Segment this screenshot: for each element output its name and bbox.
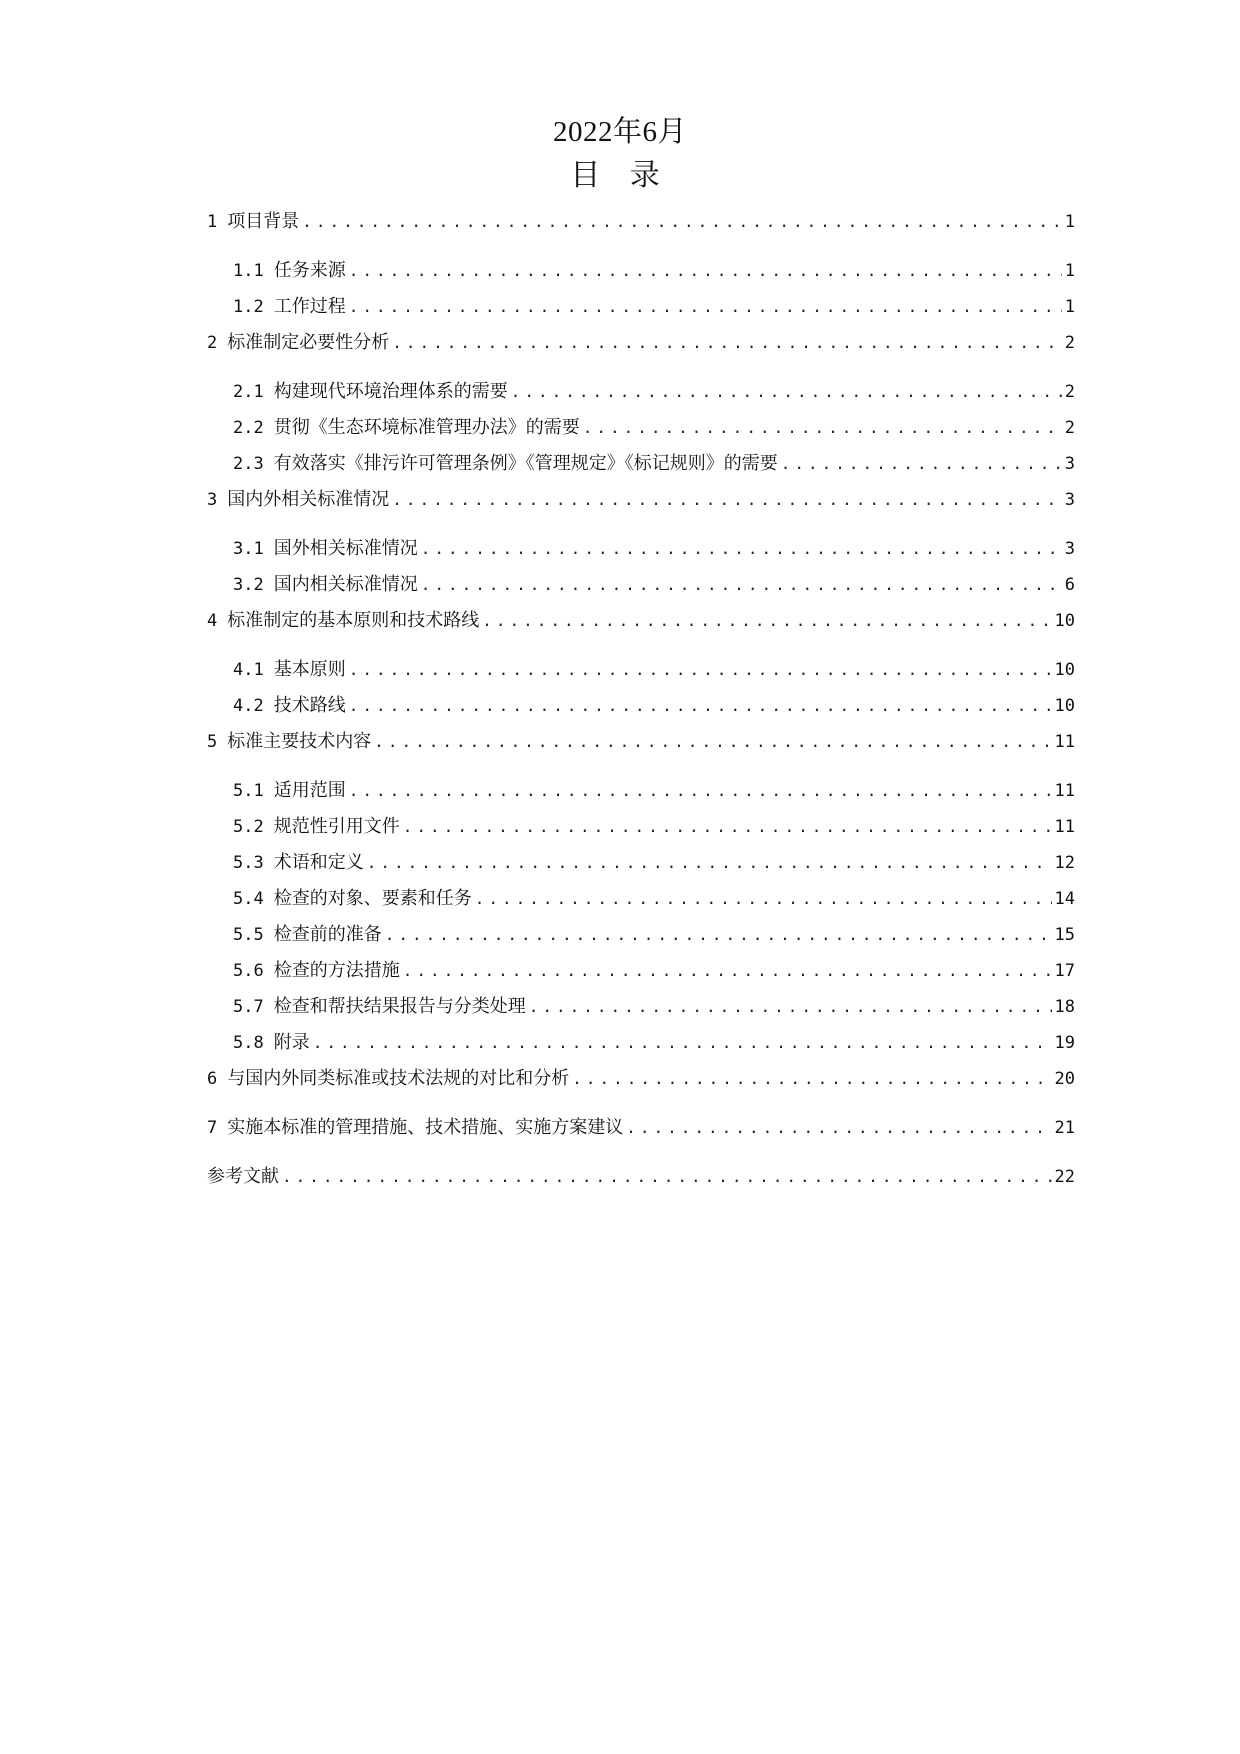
toc-dot-leader	[349, 688, 1052, 724]
toc-dot-leader	[313, 1025, 1052, 1061]
toc-entry-page: 2	[1064, 382, 1075, 402]
toc-entry-page: 2	[1064, 333, 1075, 353]
toc-entry-title: 与国内外同类标准或技术法规的对比和分析	[227, 1068, 570, 1089]
toc-entry-number: 3.2	[233, 575, 264, 595]
toc-entry-title: 标准制定必要性分析	[227, 332, 390, 353]
toc-entry[interactable]	[207, 289, 1075, 325]
toc-dot-leader	[511, 374, 1062, 410]
toc-entry[interactable]	[207, 1159, 1075, 1195]
toc-entry[interactable]	[207, 567, 1075, 603]
toc-entry-page: 1	[1064, 261, 1075, 281]
toc-entry-title: 适用范围	[273, 780, 346, 801]
toc-entry-number: 4.1	[233, 660, 264, 680]
toc-dot-leader	[392, 325, 1062, 361]
toc-dot-leader	[403, 809, 1052, 845]
toc-entry-page: 3	[1064, 490, 1075, 510]
toc-entry-page: 10	[1054, 660, 1075, 680]
toc-entry-title: 附录	[273, 1032, 310, 1053]
toc-entry-page: 10	[1054, 611, 1075, 631]
toc-dot-leader	[385, 917, 1052, 953]
toc-entry-number: 5.5	[233, 925, 264, 945]
toc-entry-title: 实施本标准的管理措施、技术措施、实施方案建议	[227, 1117, 624, 1138]
toc-entry-page: 15	[1054, 925, 1075, 945]
table-of-contents	[207, 204, 1075, 1195]
toc-entry-number: 5.8	[233, 1033, 264, 1053]
toc-dot-leader	[781, 446, 1062, 482]
toc-entry[interactable]	[207, 482, 1075, 518]
toc-entry[interactable]	[207, 253, 1075, 289]
toc-entry-number: 5.1	[233, 781, 264, 801]
toc-entry-title: 检查前的准备	[273, 924, 382, 945]
toc-entry-number: 2.1	[233, 382, 264, 402]
toc-entry-title: 标准主要技术内容	[227, 731, 372, 752]
toc-entry-title: 工作过程	[273, 296, 346, 317]
toc-entry-title: 构建现代环境治理体系的需要	[273, 381, 508, 402]
toc-entry-number: 4	[207, 611, 218, 631]
toc-entry-title: 检查的方法措施	[273, 960, 400, 981]
toc-entry[interactable]	[207, 917, 1075, 953]
toc-dot-leader	[349, 253, 1062, 289]
toc-entry-title: 术语和定义	[273, 852, 364, 873]
toc-entry-title: 贯彻《生态环境标准管理办法》的需要	[273, 417, 580, 438]
toc-entry-number: 5	[207, 732, 218, 752]
toc-entry-number: 6	[207, 1069, 218, 1089]
toc-dot-leader	[475, 881, 1052, 917]
toc-entry[interactable]	[207, 531, 1075, 567]
toc-dot-leader	[421, 531, 1062, 567]
toc-entry-number: 2.2	[233, 418, 264, 438]
toc-entry[interactable]	[207, 652, 1075, 688]
toc-entry-page: 22	[1054, 1167, 1075, 1187]
toc-entry-page: 3	[1064, 454, 1075, 474]
toc-dot-leader	[572, 1061, 1051, 1097]
toc-entry-page: 17	[1054, 961, 1075, 981]
toc-entry-page: 18	[1054, 997, 1075, 1017]
toc-entry-title: 技术路线	[273, 695, 346, 716]
toc-entry-page: 20	[1054, 1069, 1075, 1089]
toc-entry-title: 规范性引用文件	[273, 816, 400, 837]
toc-entry-title: 任务来源	[273, 260, 346, 281]
toc-entry-page: 10	[1054, 696, 1075, 716]
toc-entry-number: 7	[207, 1118, 218, 1138]
toc-dot-leader	[529, 989, 1052, 1025]
toc-dot-leader	[349, 773, 1052, 809]
toc-entry-title: 参考文献	[207, 1166, 279, 1187]
toc-entry[interactable]	[207, 325, 1075, 361]
toc-dot-leader	[349, 652, 1052, 688]
toc-entry[interactable]	[207, 845, 1075, 881]
toc-entry[interactable]	[207, 953, 1075, 989]
toc-dot-leader	[367, 845, 1052, 881]
toc-dot-leader	[282, 1159, 1052, 1195]
toc-dot-leader	[302, 204, 1062, 240]
toc-entry-page: 11	[1054, 781, 1075, 801]
toc-entry[interactable]	[207, 881, 1075, 917]
toc-entry[interactable]	[207, 989, 1075, 1025]
toc-entry-number: 4.2	[233, 696, 264, 716]
toc-heading: 目 录	[570, 158, 670, 193]
toc-entry-number: 5.7	[233, 997, 264, 1017]
toc-entry[interactable]	[207, 446, 1075, 482]
toc-entry-page: 12	[1054, 853, 1075, 873]
toc-dot-leader	[349, 289, 1062, 325]
toc-entry[interactable]	[207, 603, 1075, 639]
toc-entry-number: 5.4	[233, 889, 264, 909]
toc-entry[interactable]	[207, 773, 1075, 809]
toc-entry-title: 有效落实《排污许可管理条例》《管理规定》《标记规则》的需要	[273, 453, 778, 474]
toc-entry-number: 1	[207, 212, 218, 232]
toc-entry[interactable]	[207, 204, 1075, 240]
toc-entry-title: 基本原则	[273, 659, 346, 680]
toc-entry-number: 5.2	[233, 817, 264, 837]
toc-entry-number: 1.2	[233, 297, 264, 317]
toc-dot-leader	[392, 482, 1062, 518]
toc-entry[interactable]	[207, 809, 1075, 845]
toc-entry-number: 3.1	[233, 539, 264, 559]
toc-entry-page: 6	[1064, 575, 1075, 595]
toc-entry-title: 国内相关标准情况	[273, 574, 418, 595]
toc-entry[interactable]	[207, 1061, 1075, 1097]
toc-entry-page: 11	[1054, 732, 1075, 752]
toc-dot-leader	[482, 603, 1051, 639]
toc-entry-number: 1.1	[233, 261, 264, 281]
toc-entry-title: 检查和帮扶结果报告与分类处理	[273, 996, 526, 1017]
toc-entry[interactable]	[207, 374, 1075, 410]
toc-dot-leader	[626, 1110, 1051, 1146]
toc-entry-page: 1	[1064, 212, 1075, 232]
toc-entry-number: 3	[207, 490, 218, 510]
toc-entry-number: 5.6	[233, 961, 264, 981]
toc-entry-number: 2.3	[233, 454, 264, 474]
document-date: 2022年6月	[552, 116, 687, 148]
toc-dot-leader	[421, 567, 1062, 603]
toc-entry[interactable]	[207, 724, 1075, 760]
toc-entry[interactable]	[207, 688, 1075, 724]
toc-entry-title: 项目背景	[227, 211, 300, 232]
toc-entry-title: 检查的对象、要素和任务	[273, 888, 472, 909]
toc-entry[interactable]	[207, 1110, 1075, 1146]
toc-entry-number: 5.3	[233, 853, 264, 873]
toc-entry-number: 2	[207, 333, 218, 353]
toc-entry-title: 国外相关标准情况	[273, 538, 418, 559]
toc-entry-page: 3	[1064, 539, 1075, 559]
toc-entry[interactable]	[207, 410, 1075, 446]
toc-dot-leader	[403, 953, 1052, 989]
toc-entry-page: 2	[1064, 418, 1075, 438]
toc-entry-page: 21	[1054, 1118, 1075, 1138]
toc-entry-page: 19	[1054, 1033, 1075, 1053]
toc-entry[interactable]	[207, 1025, 1075, 1061]
toc-entry-title: 标准制定的基本原则和技术路线	[227, 610, 480, 631]
toc-dot-leader	[374, 724, 1051, 760]
toc-entry-page: 14	[1054, 889, 1075, 909]
toc-entry-title: 国内外相关标准情况	[227, 489, 390, 510]
toc-entry-page: 11	[1054, 817, 1075, 837]
toc-dot-leader	[583, 410, 1062, 446]
toc-entry-page: 1	[1064, 297, 1075, 317]
